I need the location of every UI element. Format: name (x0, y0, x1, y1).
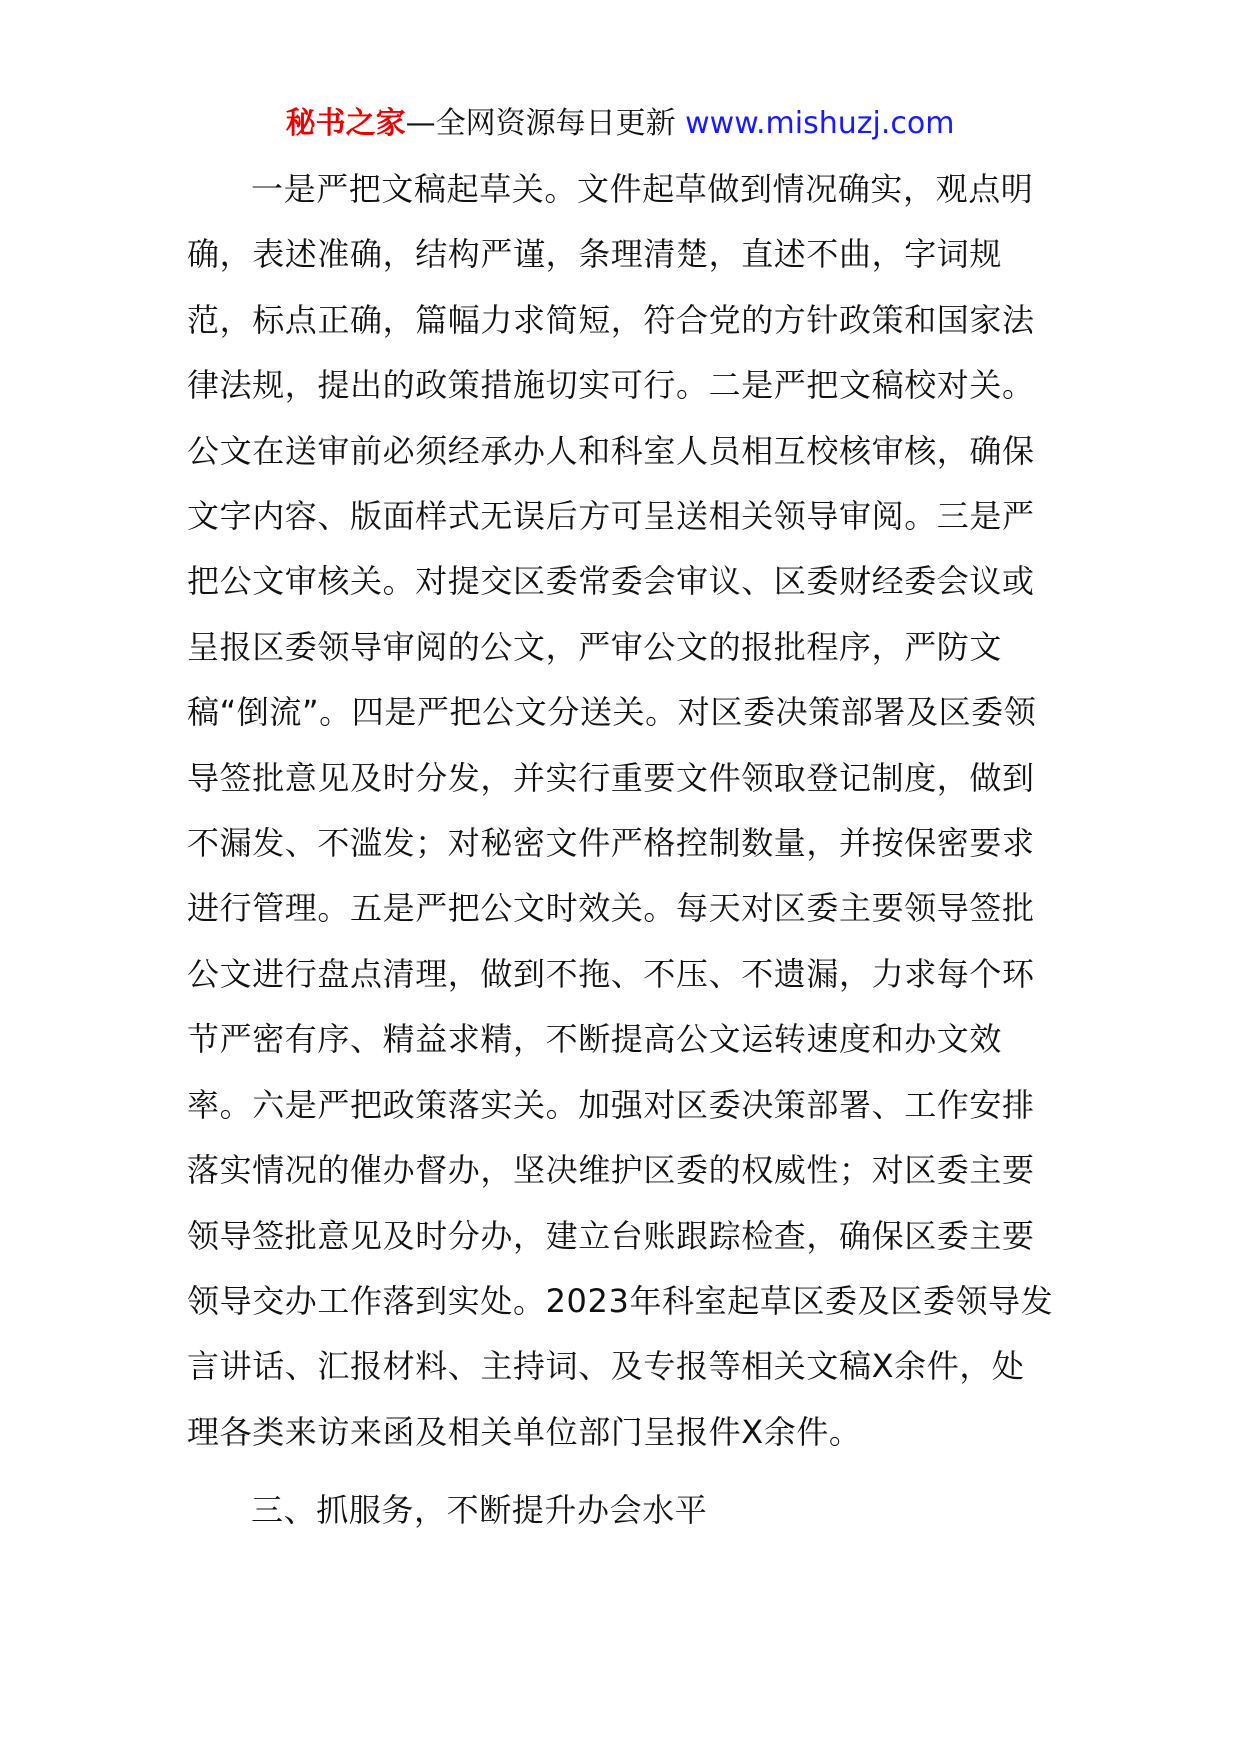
site-tagline: —全网资源每日更新 (405, 106, 676, 141)
site-url-link[interactable]: www.mishuzj.com (685, 106, 955, 141)
body-paragraph: 一是严把文稿起草关。文件起草做到情况确实，观点明确，表述准确，结构严谨，条理清楚，直述不曲，字词规范，标点正确，篇幅力求简短，符合党的方针政策和国家法律法规，提出的政策措施切实可行。二是严把文稿校对关。公文在送审前必须经承办人和科室人员相互校核审核，确保文字内容、版面样式无误后方可呈送相关领导审阅。三是严把公文审核关。对提交区委常委会审议、区委财经委会议或呈报区委领导审阅的公文，严审公文的报批程序，严防文稿“倒流”。四是严把公文分送关。对区委决策部署及区委领导签批意见及时分发，并实行重要文件领取登记制度，做到不漏发、不滥发；对秘密文件严格控制数量，并按保密要求进行管理。五是严把公文时效关。每天对区委主要领导签批公文进行盘点清理，做到不拖、不压、不遗漏，力求每个环节严密有序、精益求精，不断提高公文运转速度和办文效率。六是严把政策落实关。加强对区委决策部署、工作安排落实情况的催办督办，坚决维护区委的权威性；对区委主要领导签批意见及时分办，建立台账跟踪检查，确保区委主要领导交办工作落到实处。2023年科室起草区委及区委领导发言讲话、汇报材料、主持词、及专报等相关文稿X余件，处理各类来访来函及相关单位部门呈报件X余件。 (187, 170, 1054, 1451)
section-heading: 三、抓服务，不断提升办会水平 (251, 1491, 708, 1530)
document-body (187, 157, 1057, 1544)
page-header (0, 100, 1240, 148)
site-brand: 秘书之家 (285, 106, 406, 141)
